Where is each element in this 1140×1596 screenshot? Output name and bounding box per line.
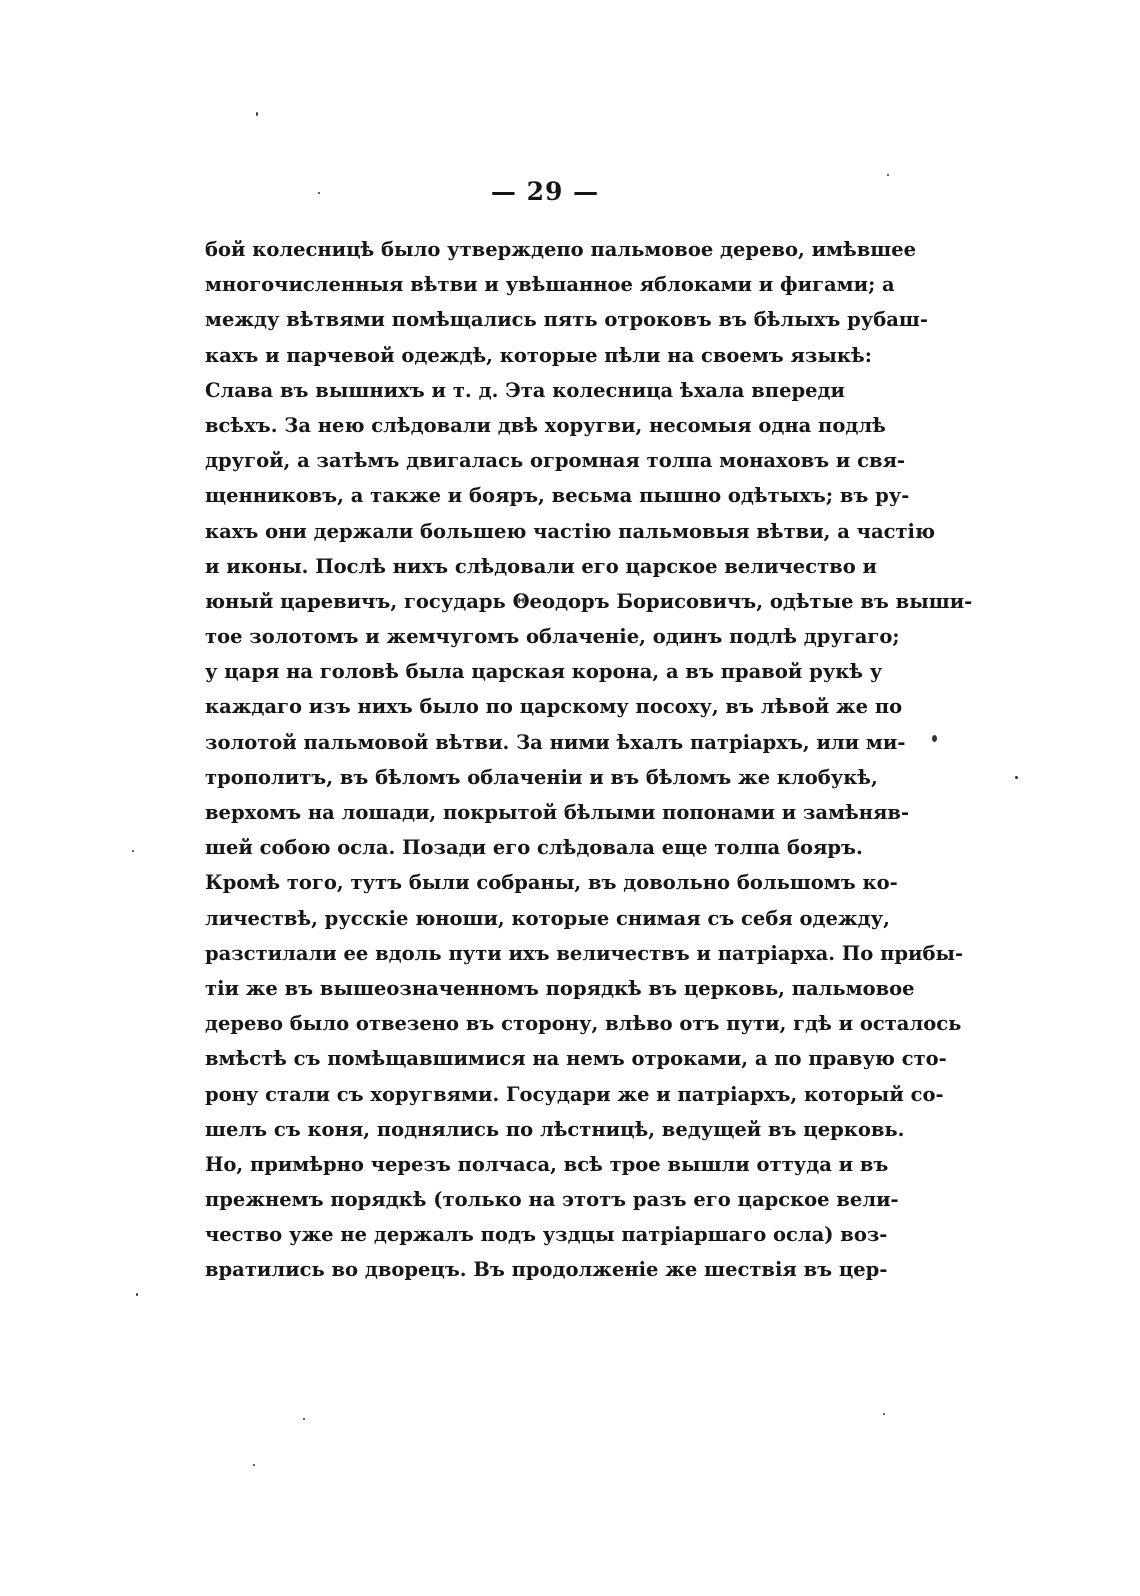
text-line: верхомъ на лошади, покрытой бѣлыми попонами и замѣняв- <box>205 801 910 824</box>
scan-speck <box>256 112 258 116</box>
text-line: золотой пальмовой вѣтви. За ними ѣхалъ патріархъ, или ми- <box>205 730 906 754</box>
text-line: щенниковъ, а также и бояръ, весьма пышно одѣтыхъ; въ ру- <box>205 484 910 508</box>
text-line: кахъ они держали большею частію пальмовыя вѣтви, а частію <box>205 519 935 543</box>
text-line: всѣхъ. За нею слѣдовали двѣ хоругви, несомыя одна подлѣ <box>205 413 886 437</box>
text-line: между вѣтвями помѣщались пять отроковъ въ бѣлыхъ рубаш- <box>205 308 928 332</box>
text-line: каждаго изъ нихъ было по царскому посоху, въ лѣвой же по <box>205 695 903 719</box>
body-text <box>205 232 973 1288</box>
text-line: многочисленныя вѣтви и увѣшанное яблоками и фигами; а <box>205 273 895 297</box>
text-line: тое золотомъ и жемчугомъ облаченіе, одинъ подлѣ другаго; <box>205 625 900 649</box>
scan-speck <box>132 850 134 852</box>
text-line: Но, примѣрно черезъ полчаса, всѣ трое вышли оттуда и въ <box>205 1152 889 1176</box>
scan-speck <box>318 192 320 194</box>
text-line: шелъ съ коня, поднялись по лѣстницѣ, ведущей въ церковь. <box>205 1117 905 1141</box>
scan-speck <box>883 1413 885 1415</box>
scan-speck <box>253 1464 255 1466</box>
text-line: дерево было отвезено въ сторону, влѣво отъ пути, гдѣ и осталось <box>205 1012 962 1036</box>
text-line: Кромѣ того, тутъ были собраны, въ довольно большомъ ко- <box>205 871 898 895</box>
text-line: личествѣ, русскіе юноши, которые снимая съ себя одежду, <box>205 906 890 930</box>
text-line: Слава въ вышнихъ и т. д. Эта колесница ѣхала впереди <box>205 378 845 402</box>
text-line: и иконы. Послѣ нихъ слѣдовали его царское величество и <box>205 554 877 578</box>
text-line: разстилали ее вдоль пути ихъ величествъ и патріарха. По прибы- <box>205 941 964 965</box>
text-line: чество уже не держалъ подъ уздцы патріаршаго осла) воз- <box>205 1223 888 1247</box>
text-line: кахъ и парчевой одеждѣ, которые пѣли на своемъ языкѣ: <box>205 343 872 367</box>
text-line: рону стали съ хоругвями. Государи же и патріархъ, который со- <box>205 1082 944 1106</box>
text-line: прежнемъ порядкѣ (только на этотъ разъ его царское вели- <box>205 1188 899 1212</box>
text-line: у царя на головѣ была царская корона, а въ правой рукѣ у <box>205 660 883 684</box>
text-line: тіи же въ вышеозначенномъ порядкѣ въ церковь, пальмовое <box>205 976 915 1000</box>
scan-speck <box>303 1418 305 1420</box>
text-line: юный царевичъ, государь Θеодоръ Борисовичъ, одѣтые въ выши- <box>205 589 973 613</box>
text-line: вратились во дворецъ. Въ продолженіе же шествія въ цер- <box>205 1258 888 1282</box>
text-line: трополитъ, въ бѣломъ облаченіи и въ бѣломъ же клобукѣ, <box>205 765 878 789</box>
page-number: — 29 — <box>490 177 600 206</box>
text-line: шей собою осла. Позади его слѣдовала еще толпа бояръ. <box>205 836 863 860</box>
text-line: вмѣстѣ съ помѣщавшимися на немъ отроками, а по правую сто- <box>205 1047 947 1071</box>
scan-speck <box>136 1293 138 1296</box>
text-line: другой, а затѣмъ двигалась огромная толпа монаховъ и свя- <box>205 449 906 473</box>
scan-speck <box>932 735 937 742</box>
scan-speck <box>887 174 889 176</box>
text-line: бой колесницѣ было утверждепо пальмовое дерево, имѣвшее <box>205 238 917 261</box>
scan-speck <box>1015 776 1018 779</box>
